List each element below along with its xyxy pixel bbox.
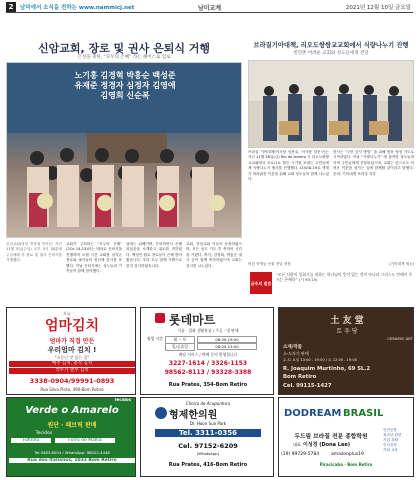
clinic-address: Rua Prates, 416-Bom Retiro	[168, 462, 248, 468]
article-2-subtitle: 빈민촌 어려운 교회와 성도들에게 전달	[293, 51, 369, 56]
verde-line-1: 원단 · 패브릭 판매	[47, 422, 97, 429]
totou-line1: 소·도자기 판매	[283, 351, 309, 356]
lotte-logo-mark	[155, 313, 165, 323]
service-3: 기업 강좌	[383, 438, 399, 442]
food-distribution-photo	[249, 61, 414, 148]
dodream-services	[383, 428, 413, 453]
verde-line-2: Tecidos	[35, 431, 53, 436]
verde-address: Rua dos Italianos, 1033 Bom Retiro	[9, 458, 135, 463]
weekly-verse-badge: 금주의 말씀	[250, 272, 272, 294]
emma-phone[interactable]: 3338-0904/99991-0893	[29, 377, 115, 385]
dodream-owner-label: 대표	[293, 442, 301, 447]
issue-date: 2021년 12월 10일 금요일	[345, 5, 411, 11]
dodream-title: 두드림 브라질 전문 종합학원	[294, 434, 368, 440]
totou-cel[interactable]: Cel. 99115-1427	[283, 383, 332, 389]
article-2-caption: 어린 학생들 선물 전달 현장	[248, 262, 291, 266]
article-2-credit: (기아대책 제공)	[389, 262, 414, 266]
weekly-verse-text: “모든 사람이 일하기를 원하는 하나님의 뜻이 있는 것이 아니라 그리스도 안에서 주시는 은혜라” (시 93:15)	[276, 272, 413, 282]
ad-lotte-mart[interactable]	[140, 307, 274, 395]
emma-line-4: 배추 김치, 총각 김치	[9, 361, 135, 367]
lotte-hours-label: 영업 시간	[147, 336, 163, 341]
article-1-subtitle: 은성을 축하, “모두의 은혜” 라는 헤어스로 임로	[77, 55, 171, 60]
article-1-col-1: 교회가 주최하는 “모두의 은혜” (2Co 14-13)라는 테마로 은퇴식을 진행하며 오랜 시간 교회를 섬겨온 장로와 권사들의 헌신에 감사를 표했다. 이날 은퇴식에는 성도들과 가족들이 함께 참석했다.	[66, 242, 122, 274]
totou-kor2: 토 우 당	[336, 328, 358, 335]
clinic-kor: 형제한의원	[169, 410, 218, 421]
article-1-col-2: 날에는 위해가며, 은퇴하면서 은혜되었음을 소개하고 위로를 전하였다. 백성인 원로 장로들이 은혜 받아왔습니다. 우리 모두 함께 기쁨으로 즐겨 감사하였습니다.	[126, 242, 182, 268]
totou-city: Bom Retiro	[283, 374, 317, 380]
article-2-title: 브라질기아대책, 리오도쌍쌍교교회에서 식량나누기 진행	[253, 42, 409, 49]
clinic-doctor: Dr. Hoon Sun Park	[189, 421, 227, 426]
ad-dodream-brasil[interactable]	[278, 397, 414, 477]
lotte-phone-1[interactable]: 3227-1614 / 3326-1153	[168, 360, 248, 367]
dodream-brand: DODREAM	[284, 408, 342, 419]
article-1-body	[6, 242, 242, 306]
clinic-cel-note: (WhatsApp)	[196, 451, 220, 456]
article-1-caption: 신암교회(담임 전형권 목사)는 지난 11월 5일(주일) 오후 3시 30분에 주일예배 후 장로 및 권사 은퇴식을 거행했다.	[6, 242, 62, 263]
emma-logo-name: 엄마김치	[44, 318, 100, 334]
emma-line-1: 엄마가 직접 만든	[49, 338, 95, 345]
photo-banner-line-1: 노기홍 김경혁 박홍순 백성준	[74, 71, 176, 80]
service-2: 청소년 관련	[383, 433, 402, 437]
clinic-cel[interactable]: Cel. 97152-6209	[178, 442, 238, 450]
dodream-owner: 이성경 (Dona Lee)	[303, 442, 351, 448]
article-2-photo	[248, 60, 414, 148]
lotte-hours-1-time: 08:00-19:00	[197, 336, 257, 343]
service-4: 인사유학	[383, 443, 397, 447]
service-5: 기타 교육	[383, 448, 399, 452]
totou-hours: 수,토 요일 13:00 - 19:00 / 토 12:00 - 19:00	[283, 358, 358, 362]
lotte-phone-2[interactable]: 98562-8113 / 93328-3388	[164, 369, 252, 376]
emma-small: 오늘	[63, 311, 71, 316]
section-title: 남미교계	[197, 4, 222, 12]
lotte-hours-2-time: 08:00-15:00	[197, 343, 257, 350]
lotte-address: Rua Prates, 354-Bom Retiro	[168, 382, 248, 388]
totou-address: R. Joaquim Murtinho, 69 SL.2	[283, 366, 371, 372]
page-header	[6, 2, 413, 13]
emma-address: Rua Silva Pinto, 490-Bom Retiro	[40, 387, 104, 392]
emma-line-2: 우리엄마 김치 !	[47, 346, 97, 354]
lotte-sub: 식품 · 잡화 생활용품 / 주류 · 냉 판매	[177, 328, 239, 333]
photo-banner-line-2: 유재준 정경자 심정자 김영애	[74, 81, 176, 90]
article-1-col-3: 교회, 전임교회 이들이 동참하였으며, 모든 성도 기도 후 축하의 시간을 가졌다. 축가, 김영희, 박홍순 권사 등이 함께 축하하였으며 교회는 감사를 나누었다.	[186, 242, 242, 268]
article-2-col-2: 봉사는 “주민 감사 방법” 을 위해 합동 영성 기도로 시작하였다. 이날 “식량나누기” 에 참여한 성도들과 지역 주민들에게 전달되었으며, 교회는 앞으로도 어려운 이웃을 섬기는 일에 함께할 것이라고 밝혔다. 문의: 기아대책 브라질 지부	[333, 150, 414, 176]
emma-line-3: “소문난 맛 있는 집”	[54, 355, 90, 360]
lotte-hours-2-days: 일/공휴일	[165, 343, 195, 351]
clinic-tel[interactable]: Tel. 3311-0356	[155, 429, 261, 437]
verde-section: Tecidos	[114, 397, 131, 402]
article-1-title: 신암교회, 장로 및 권사 은퇴식 거행	[37, 42, 211, 55]
site-name: 남미에서 소식을 전하는 www.nammicj.net	[20, 5, 135, 11]
totou-en: CERAMIC ART	[387, 336, 413, 341]
ad-totou-ceramic[interactable]	[278, 307, 414, 395]
service-1: 인천공항	[383, 428, 397, 432]
lotte-name: 롯데마트	[169, 313, 216, 327]
photo-banner-line-3: 김영희 신순복	[100, 91, 150, 100]
totou-kor: 土 友 堂	[330, 316, 364, 326]
ad-hyungje-clinic[interactable]	[140, 397, 274, 477]
verde-line-3: Fofinho	[11, 438, 51, 443]
dodream-phone[interactable]: (19) 99729-5784	[281, 452, 320, 457]
ad-verde-amarelo[interactable]	[6, 397, 136, 477]
dodream-email[interactable]: amazonplus19	[331, 452, 364, 457]
dodream-brand-2: BRASIL	[343, 408, 384, 419]
verde-phones[interactable]: Tel:3483-8004 / WhatsApp: 98022-4448	[34, 450, 110, 455]
emma-line-5: 깍두기 열무 김치	[9, 368, 135, 374]
page-number: 2	[6, 2, 16, 12]
verde-name: Verde o Amarelo	[25, 405, 119, 416]
article-1-photo	[6, 62, 242, 238]
clinic-pt: Clinica de Acupuntura	[185, 401, 231, 406]
lotte-hours-1-days: 월 ~ 토	[165, 336, 195, 344]
article-2-body	[248, 150, 414, 260]
verde-line-4: Forro de Malha	[55, 438, 115, 443]
totou-branch: 소재/작품	[283, 345, 303, 350]
dodream-cities: Piracicaba · Bom Retiro	[319, 462, 373, 467]
ad-emma-kimchi[interactable]	[6, 307, 136, 395]
article-2-col-1: 브라질 기아대책(이사장 임용호, 이사장 한문구)는 지난 11월 26일(금) Rio do Janeiro 시 리오도쌍쌍교교회에서 코로나로 힘든 시기를 보내는 주민들에게 식량나누기 행사를 진행했다. COVID-19로 생계가 어려워진 이웃을 위해 교회 성도들과 함께 나누었다.	[248, 150, 329, 182]
clinic-logo	[155, 407, 167, 419]
lotte-notice: 배달 서비스 / 택배 문의 환영합니다	[178, 352, 238, 357]
